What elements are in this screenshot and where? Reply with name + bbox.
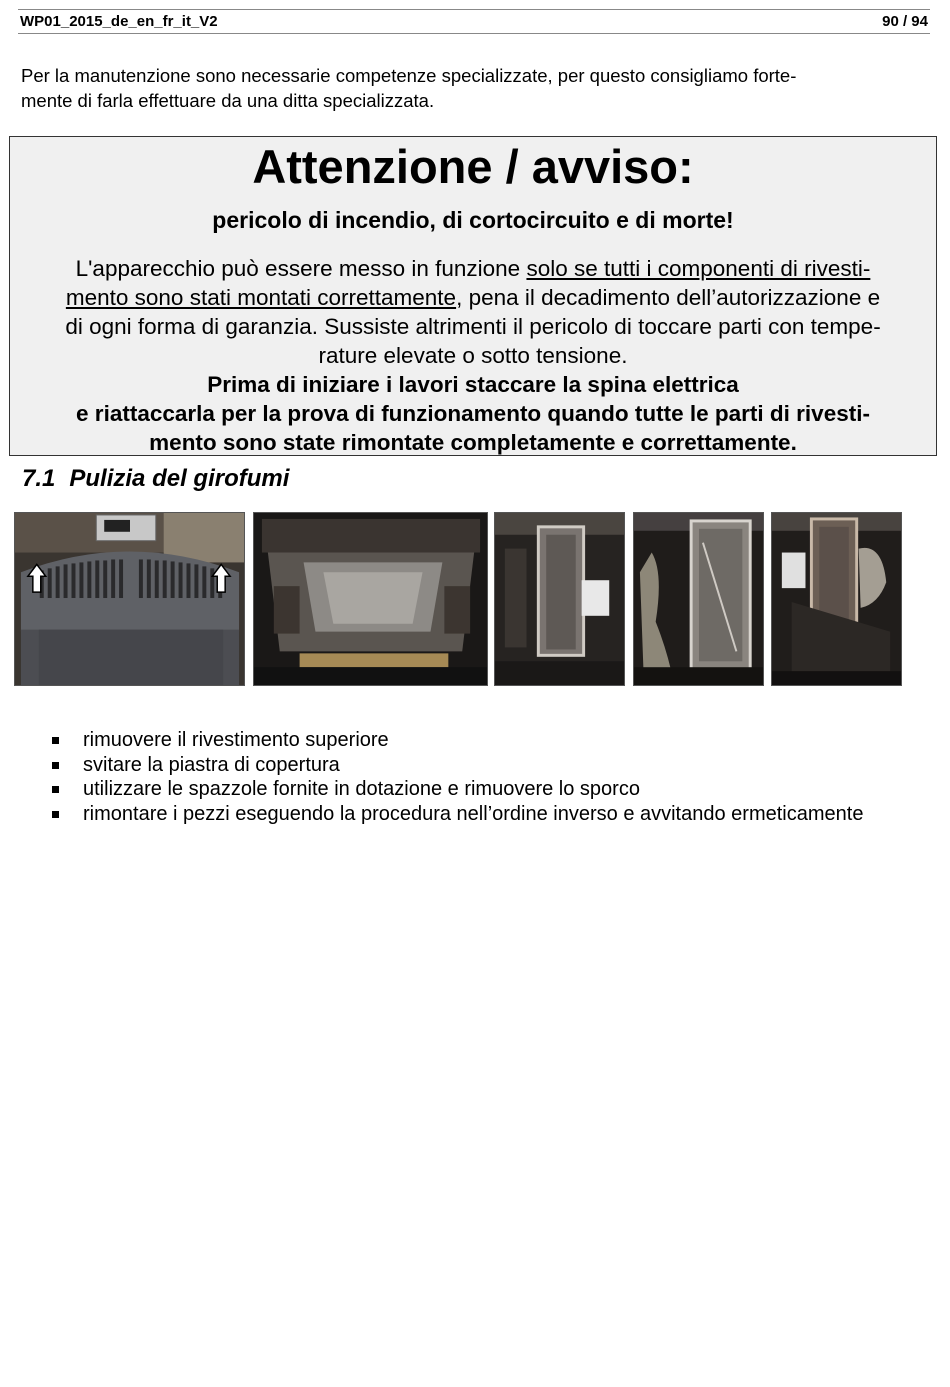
warning-title: Attenzione / avviso: [252,140,694,193]
warning-text: rature elevate o sotto tensione. [318,343,628,368]
warning-underlined-text: mento sono stati montati correttamente [65,285,457,310]
list-item [52,753,863,778]
warning-underlined-text: solo se tutti i componenti di rivesti- [526,256,871,281]
warning-bold-text: mento sono state rimontate completamente e correttamente. [149,430,797,455]
intro-line-1: Per la manutenzione sono necessarie competenze specializzate, per questo consigliamo forte- [21,65,797,86]
photo-stove-top-cover [14,512,245,686]
steps-list [52,728,863,826]
intro-paragraph [21,63,927,113]
warning-subtitle: pericolo di incendio, di cortocircuito e di morte! [212,207,734,233]
section-heading [22,465,289,493]
photo-flue-tube [494,512,625,686]
list-item [52,777,863,802]
document-id: WP01_2015_de_en_fr_it_V2 [20,13,218,30]
intro-line-2: mente di farla effettuare da una ditta specializzata. [21,90,435,111]
bullet-square-icon [52,762,59,769]
photo-brush-cleaning [771,512,902,686]
warning-bold-text: e riattaccarla per la prova di funzionamento quando tutte le parti di rivesti- [76,401,870,426]
warning-text: di ogni forma di garanzia. Sussiste altrimenti il pericolo di toccare parti con tempe- [65,314,881,339]
page-header [18,9,930,34]
bullet-square-icon [52,737,59,744]
section-number: 7.1 [22,465,56,492]
photo-brush-in-tube [633,512,764,686]
warning-box [9,136,937,456]
step-text: utilizzare le spazzole fornite in dotazione e rimuovere lo sporco [83,778,640,800]
warning-text: L'apparecchio può essere messo in funzione [75,256,527,281]
list-item [52,728,863,753]
bullet-square-icon [52,811,59,818]
bullet-square-icon [52,786,59,793]
page-number: 90 / 94 [882,13,928,30]
step-text: rimuovere il rivestimento superiore [83,729,389,751]
section-title: Pulizia del girofumi [69,465,290,492]
step-text: rimontare i pezzi eseguendo la procedura nell’ordine inverso e avvitando ermeticamente [83,802,864,825]
list-item [52,802,863,827]
warning-text: , pena il decadimento dell’autorizzazione e [456,285,881,310]
photo-open-chamber [253,512,488,686]
step-text: svitare la piastra di copertura [83,753,340,776]
warning-body [22,254,924,457]
warning-bold-text: Prima di iniziare i lavori staccare la spina elettrica [207,372,739,397]
